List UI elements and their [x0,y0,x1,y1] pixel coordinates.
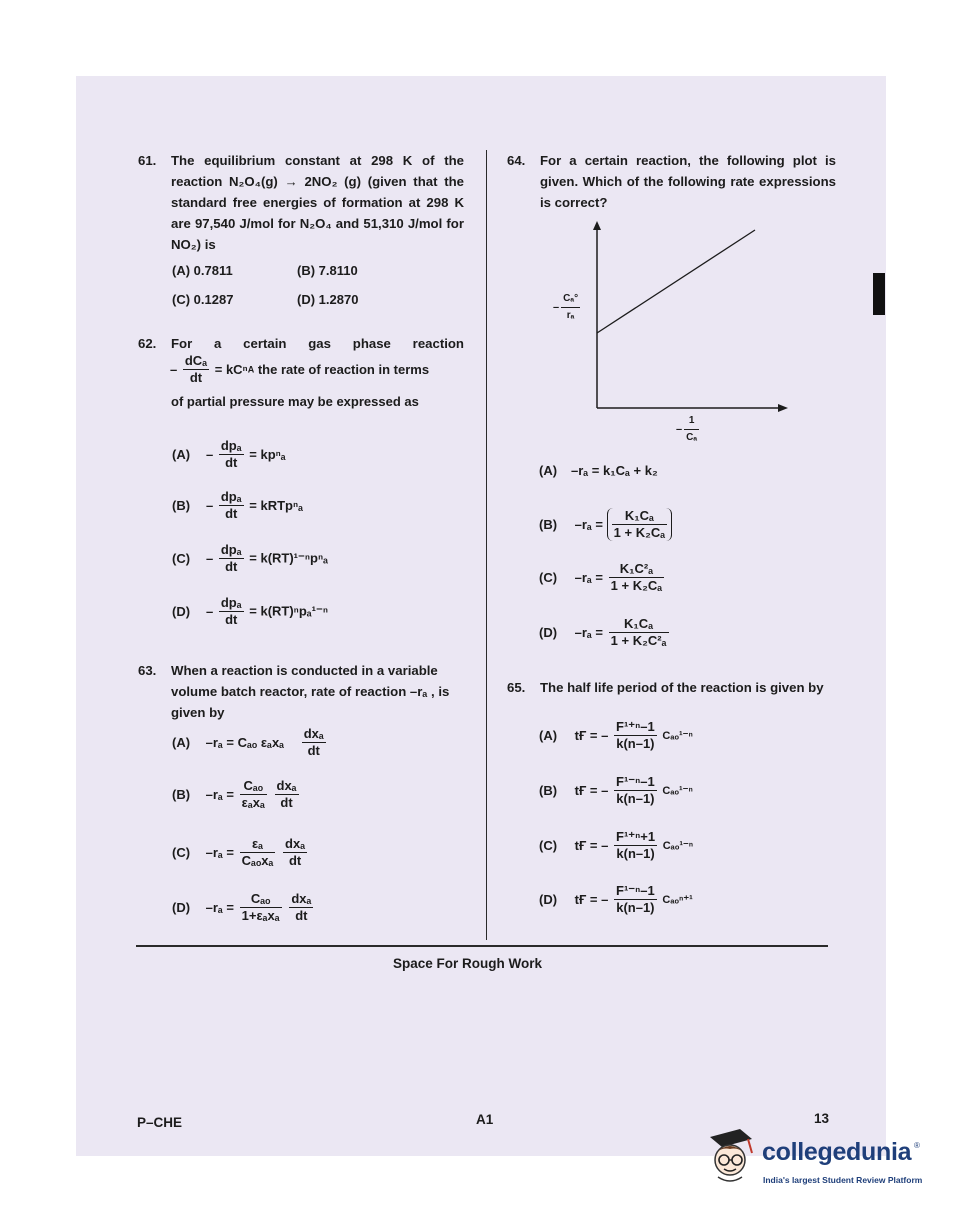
y-axis-arrow-icon [593,221,601,230]
option-c: (C) – $\frac{\text{dpₐ}}{dt}$ = k(RT)¹⁻ⁿpⁿₐ [172,542,329,574]
option-b: (B) –rₐ = $\frac{\text{K₁Cₐ}}{\text{1 + K₂Cₐ}}$ [539,508,672,541]
rough-work-label: Space For Rough Work [393,956,543,971]
question-number: 61. [138,153,157,168]
eq-tail: the rate of reaction in terms [257,362,430,377]
question-text: For a certain reaction, the following plot is given. Which of the following rate expressions is correct? [540,153,836,210]
option-d: (D) tҒ = – $\frac{\text{F¹⁻ⁿ–1}}{k(n-1)}$ Cₐₒⁿ⁺¹ [539,883,693,915]
option-d: (D) – $\frac{\text{dpₐ}}{dt}$ = k(RT)ⁿpₐ¹⁻ⁿ [172,595,329,627]
rate-plot [540,218,800,448]
option-d: (D) 1.2870 [297,292,359,307]
option-c: (C) –rₐ = $\frac{\text{K₁C²ₐ}}{\text{1 + K₂Cₐ}}$ [539,561,663,593]
page-edge-tab [873,273,885,315]
collegedunia-logo [700,1125,930,1195]
rate-equation: – $\frac{\text{dCₐ}}{dt}$ = kCⁿA the rate of reaction in terms [170,353,430,385]
eq-sub: A [247,364,255,375]
y-axis-label: – $\frac{\text{Cₐ°}}{\text{rₐ}}$ [553,293,579,321]
brand-name: collegedunia [762,1138,912,1166]
option-d: (D) –rₐ = $\frac{\text{Cₐₒ}}{\text{1+εₐxₐ}}$ $\frac{\text{dxₐ}}{dt}$ [172,891,312,923]
option-a: (A) 0.7811 [172,263,233,278]
booklet-series: A1 [476,1112,494,1127]
option-c: (C) –rₐ = $\frac{\text{εₐ}}{\text{Cₐₒxₐ}}$ $\frac{\text{dxₐ}}{dt}$ [172,836,306,868]
question-number: 64. [507,153,526,168]
x-axis-arrow-icon [778,404,788,412]
trademark: ® [914,1141,920,1150]
question-intro: For a certain gas phase reaction [171,336,464,351]
brand-tagline: India's largest Student Review Platform [763,1175,923,1185]
question-text: The half life period of the reaction is given by [540,680,824,695]
option-c: (C) tҒ = – $\frac{\text{F¹⁺ⁿ+1}}{k(n-1)}$ Cₐₒ¹⁻ⁿ [539,829,694,861]
option-a: (A) –rₐ = k₁Cₐ + k₂ [539,463,658,478]
option-c: (C) 0.1287 [172,292,234,307]
section-divider [136,945,828,947]
option-b: (B) tҒ = – $\frac{\text{F¹⁻ⁿ–1}}{k(n-1)}$ Cₐₒ¹⁻ⁿ [539,774,693,806]
option-a: (A) – $\frac{\text{dpₐ}}{dt}$ = kpⁿₐ [172,438,286,470]
paper-code: P–CHE [137,1115,183,1130]
question-text: The equilibrium constant at 298 K of the reaction N₂O₄(g) → 2NO₂ (g) (given that the standard free energies of formation at 298 K are 97,540 J/mol for N₂O₄ and 51,310 J/mol for NO₂) is [171,153,464,252]
option-b: (B) –rₐ = $\frac{\text{Cₐₒ}}{\text{εₐxₐ}}$ $\frac{\text{dxₐ}}{dt}$ [172,778,297,810]
x-axis-label: – $\frac{1}{\text{Cₐ}}$ [676,415,698,443]
column-divider [486,150,487,940]
eq-denominator: dt [189,370,203,385]
page-number: 13 [814,1111,830,1126]
question-number: 63. [138,663,157,678]
option-b: (B) 7.8110 [297,263,358,278]
eq-rhs: = kCⁿ [214,362,248,377]
option-a: (A) tҒ = – $\frac{\text{F¹⁺ⁿ–1}}{k(n-1)}$ Cₐₒ¹⁻ⁿ [539,719,693,751]
option-b: (B) – $\frac{\text{dpₐ}}{dt}$ = kRTpⁿₐ [172,489,304,521]
question-number: 62. [138,336,157,351]
question-outro: of partial pressure may be expressed as [171,394,419,409]
option-d: (D) –rₐ = $\frac{\text{K₁Cₐ}}{\text{1 + K₂C²ₐ}}$ [539,616,667,648]
mascot-icon [700,1127,760,1189]
question-text: When a reaction is conducted in a variable volume batch reactor, rate of reaction –rₐ , is given by [171,663,450,720]
question-number: 65. [507,680,526,695]
option-a: (A) –rₐ = Cₐₒ εₐxₐ $\frac{\text{dxₐ}}{dt}$ [172,726,324,758]
plot-line [597,230,755,333]
eq-numerator: dCₐ [184,353,208,368]
